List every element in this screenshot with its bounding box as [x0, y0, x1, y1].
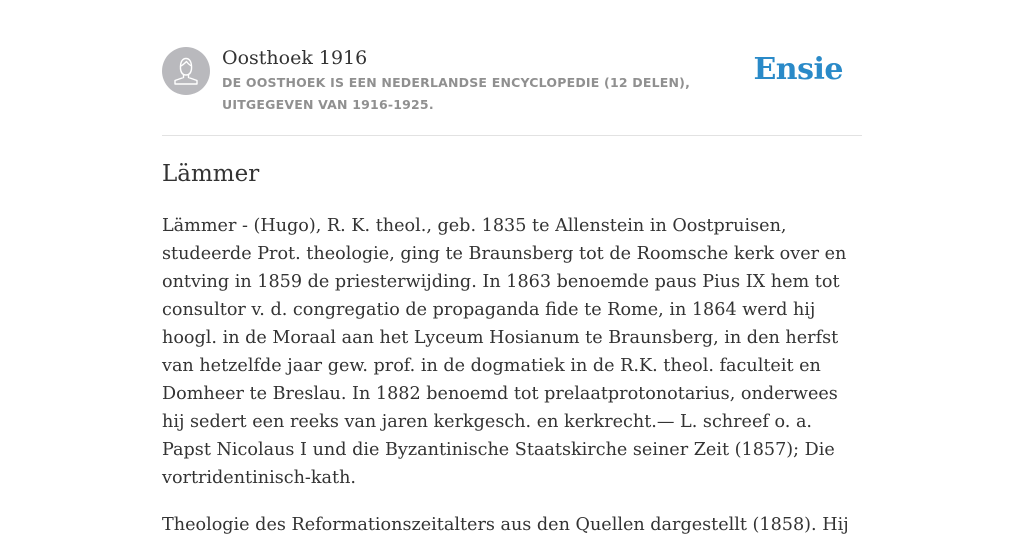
entry-body — [162, 212, 862, 558]
entry-paragraph: Theologie des Reformationszeitalters aus den Quellen dargestellt (1858). Hij — [162, 515, 849, 535]
entry-paragraph: Lämmer - (Hugo), R. K. theol., geb. 1835 te Allenstein in Oostpruisen, studeerde Prot. theologie, ging te Braunsberg tot de Roomsche kerk over en ontving in 1859 de priesterwijding. In 1863 benoemde paus Pius IX hem tot consultor v. d. congregatio de propaganda fide te Rome, in 1864 werd hij hoogl. in de Moraal aan het Lyceum Hosianum te Braunsberg, in den herfst van hetzelfde jaar gew. prof. in de dogmatiek in de R.K. theol. faculteit en Domheer te Breslau. In 1882 benoemd tot prelaatprotonotarius, onderwees hij sedert een reeks van jaren kerkgesch. en kerkrecht.— L. schreef o. a. Papst Nicolaus I und die Byzantinische Staatskirche seiner Zeit (1857); Die vortridentinisch-kath. — [162, 216, 847, 488]
user-icon — [162, 47, 210, 95]
ensie-logo[interactable]: Ensie — [753, 52, 843, 87]
source-description: DE OOSTHOEK IS EEN NEDERLANDSE ENCYCLOPEDIE (12 DELEN), UITGEGEVEN VAN 1916-1925. — [222, 75, 691, 112]
entry-title: Lämmer — [162, 161, 260, 187]
header-divider — [162, 135, 862, 136]
source-header — [162, 46, 862, 116]
source-title[interactable]: Oosthoek 1916 — [222, 47, 368, 69]
